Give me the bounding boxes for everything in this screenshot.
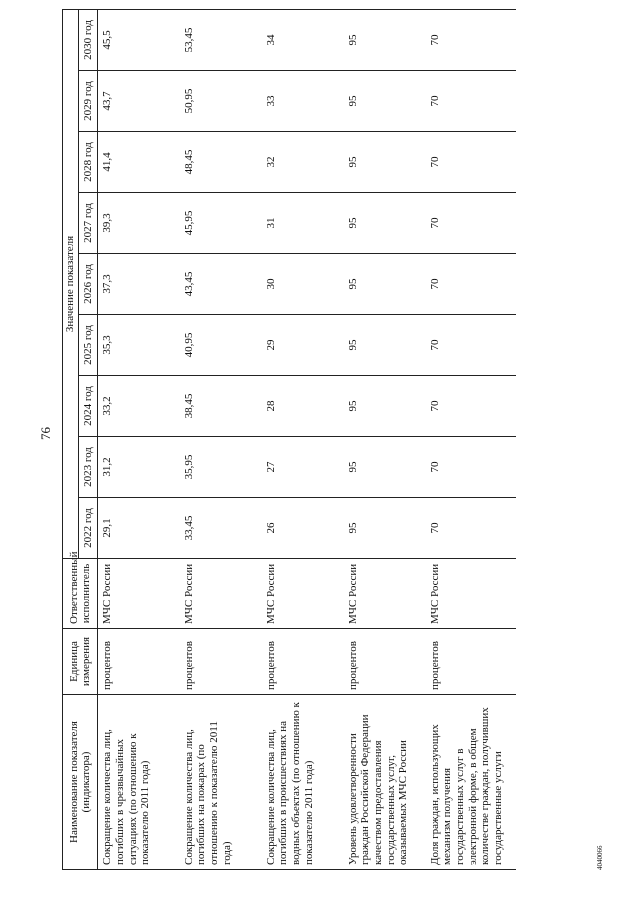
executor-cell: МЧС России <box>344 559 426 629</box>
column-header-year: 2025 год <box>78 315 98 376</box>
value-cell: 32 <box>262 132 344 193</box>
value-cell: 70 <box>426 132 516 193</box>
table-row <box>262 9 344 869</box>
value-cell: 53,45 <box>180 9 262 70</box>
indicator-name-cell: Сокращение количества лиц, погибших в происшествиях на водных объектах (по отношению к показателю 2011 года) <box>262 695 344 870</box>
unit-cell: процентов <box>426 629 516 695</box>
unit-cell: процентов <box>98 629 180 695</box>
indicator-name-cell: Доля граждан, использующих механизм получения государственных услуг в электронной форме, в общем количестве граждан, получивших государственные услуги <box>426 695 516 870</box>
value-cell: 95 <box>344 71 426 132</box>
value-cell: 95 <box>344 376 426 437</box>
value-cell: 70 <box>426 9 516 70</box>
value-cell: 33,45 <box>180 498 262 559</box>
value-cell: 95 <box>344 437 426 498</box>
indicator-name-cell: Сокращение количества лиц, погибших на пожарах (по отношению к показателю 2011 года) <box>180 695 262 870</box>
value-cell: 70 <box>426 254 516 315</box>
value-cell: 70 <box>426 193 516 254</box>
value-cell: 43,45 <box>180 254 262 315</box>
indicator-table-container <box>62 10 516 870</box>
value-cell: 29 <box>262 315 344 376</box>
value-cell: 95 <box>344 193 426 254</box>
indicator-name-cell: Уровень удовлетворенности граждан Российской Федерации качеством предоставления государственных услуг, оказываемых МЧС России <box>344 695 426 870</box>
value-cell: 31 <box>262 193 344 254</box>
value-cell: 40,95 <box>180 315 262 376</box>
column-header-year: 2023 год <box>78 437 98 498</box>
unit-cell: процентов <box>262 629 344 695</box>
value-cell: 37,3 <box>98 254 180 315</box>
column-header-year: 2030 год <box>78 9 98 70</box>
value-cell: 70 <box>426 315 516 376</box>
value-cell: 29,1 <box>98 498 180 559</box>
executor-cell: МЧС России <box>98 559 180 629</box>
value-cell: 50,95 <box>180 71 262 132</box>
column-header-year: 2028 год <box>78 132 98 193</box>
executor-cell: МЧС России <box>262 559 344 629</box>
table-row <box>180 9 262 869</box>
column-header-year: 2026 год <box>78 254 98 315</box>
value-cell: 95 <box>344 254 426 315</box>
column-header-year: 2027 год <box>78 193 98 254</box>
value-cell: 43,7 <box>98 71 180 132</box>
column-header-unit: Единица измерения <box>63 629 98 695</box>
document-code: 4040066 <box>596 845 604 870</box>
value-cell: 31,2 <box>98 437 180 498</box>
value-cell: 35,95 <box>180 437 262 498</box>
table-body <box>98 9 516 869</box>
column-header-year: 2022 год <box>78 498 98 559</box>
value-cell: 33 <box>262 71 344 132</box>
page-number: 76 <box>38 427 53 440</box>
value-cell: 26 <box>262 498 344 559</box>
column-header-name: Наименование показателя (индикатора) <box>63 695 98 870</box>
unit-cell: процентов <box>344 629 426 695</box>
value-cell: 95 <box>344 498 426 559</box>
value-cell: 34 <box>262 9 344 70</box>
table-row <box>344 9 426 869</box>
value-cell: 30 <box>262 254 344 315</box>
table-header <box>63 9 98 869</box>
column-header-executor: Ответственный исполнитель <box>63 559 98 629</box>
value-cell: 95 <box>344 315 426 376</box>
table-row <box>426 9 516 869</box>
value-cell: 33,2 <box>98 376 180 437</box>
value-cell: 41,4 <box>98 132 180 193</box>
executor-cell: МЧС России <box>180 559 262 629</box>
value-cell: 39,3 <box>98 193 180 254</box>
value-cell: 45,5 <box>98 9 180 70</box>
executor-cell: МЧС России <box>426 559 516 629</box>
column-group-header-values: Значение показателя <box>63 9 79 558</box>
value-cell: 38,45 <box>180 376 262 437</box>
column-header-year: 2024 год <box>78 376 98 437</box>
indicator-table <box>62 9 516 870</box>
value-cell: 45,95 <box>180 193 262 254</box>
value-cell: 95 <box>344 9 426 70</box>
value-cell: 27 <box>262 437 344 498</box>
value-cell: 70 <box>426 437 516 498</box>
value-cell: 70 <box>426 498 516 559</box>
value-cell: 35,3 <box>98 315 180 376</box>
value-cell: 70 <box>426 376 516 437</box>
table-row <box>98 9 180 869</box>
value-cell: 28 <box>262 376 344 437</box>
value-cell: 48,45 <box>180 132 262 193</box>
indicator-name-cell: Сокращение количества лиц, погибших в чрезвычайных ситуациях (по отношению к показателю 2011 года) <box>98 695 180 870</box>
value-cell: 95 <box>344 132 426 193</box>
column-header-year: 2029 год <box>78 71 98 132</box>
unit-cell: процентов <box>180 629 262 695</box>
value-cell: 70 <box>426 71 516 132</box>
